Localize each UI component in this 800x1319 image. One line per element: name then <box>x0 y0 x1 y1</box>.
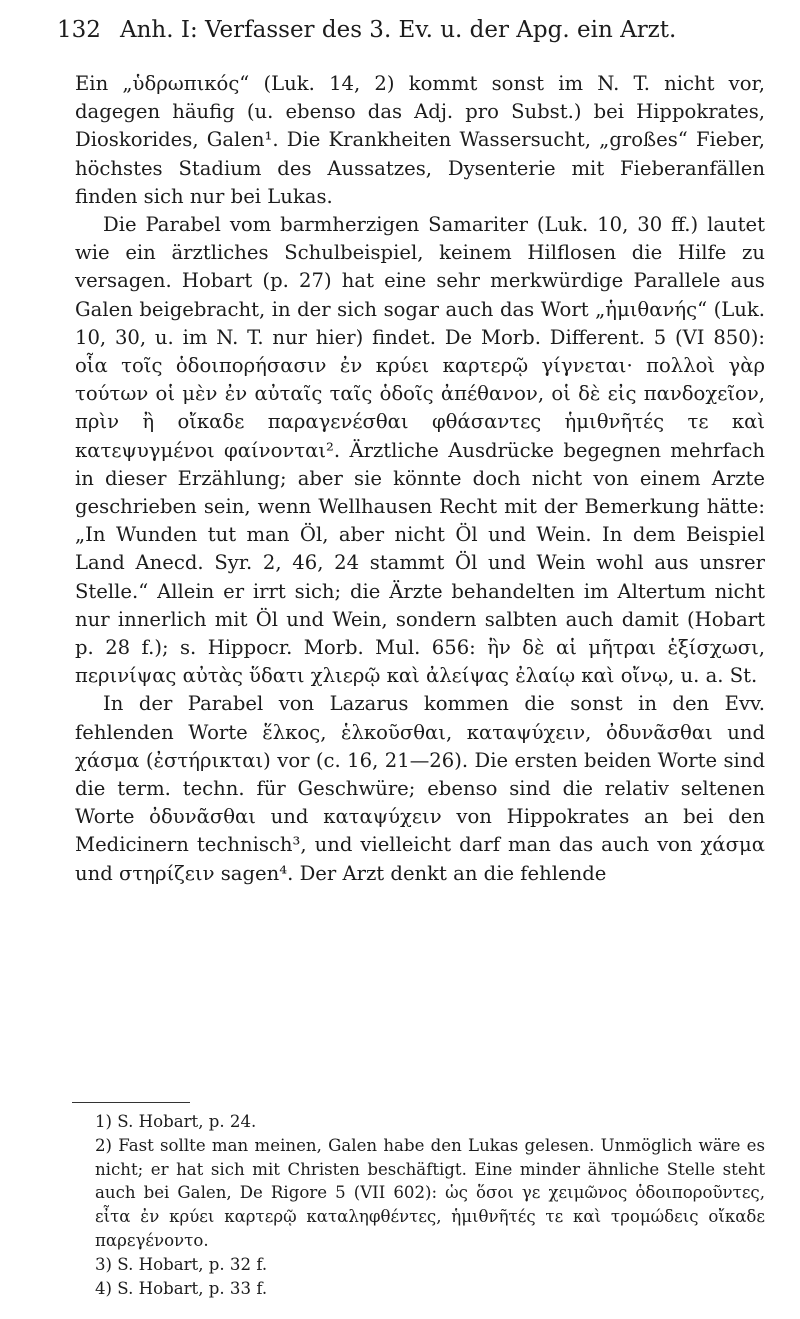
footnotes <box>75 1110 765 1300</box>
footnote-2: 2) Fast sollte man meinen, Galen habe den Lukas gelesen. Unmöglich wäre es nicht; er hat sich mit Christen beschäftigt. Eine minder ähnliche Stelle steht auch bei Galen, De Rigore 5 (VII 602): ὡς ὅσοι γε χειμῶνος ὁδοιποροῦντες, εἶτα ἐν κρύει καρτερῷ καταληφθέντες, ἡμιθνῆτές τε καὶ τρομώδεις οἴκαδε παρεγένοντο. <box>95 1135 765 1250</box>
footnote-1: 1) S. Hobart, p. 24. <box>95 1112 257 1131</box>
footnote-4: 4) S. Hobart, p. 33 f. <box>95 1278 268 1298</box>
page-number: 132 <box>57 17 101 43</box>
paragraph-3: In der Parabel von Lazarus kommen die sonst in den Evv. fehlenden Worte ἕλκος, ἑλκοῦσθαι, καταψύχειν, ὀδυνᾶσθαι und χάσμα (ἐστήρικται) vor (c. 16, 21—26). Die ersten beiden Worte sind die term. techn. für Geschwüre; ebenso sind die relativ seltenen Worte ὀδυνᾶσθαι und καταψύχειν von Hippokrates an bei den Medicinern technisch³, und vielleicht darf man das auch von χάσμα und στηρίζειν sagen⁴. Der Arzt denkt an die fehlende <box>75 692 765 885</box>
footnote-rule <box>72 1102 190 1103</box>
footnote-3: 3) S. Hobart, p. 32 f. <box>95 1254 268 1274</box>
paragraph-1: Ein „ὑδρωπικός“ (Luk. 14, 2) kommt sonst im N. T. nicht vor, dagegen häufig (u. ebenso das Adj. pro Subst.) bei Hippokrates, Dioskorides, Galen¹. Die Krankheiten Wassersucht, „großes“ Fieber, höchstes Stadium des Aussatzes, Dysenterie mit Fieberanfällen finden sich nur bei Lukas. <box>75 72 765 208</box>
main-text <box>75 70 765 888</box>
running-title: Anh. I: Verfasser des 3. Ev. u. der Apg. ein Arzt. <box>120 17 677 43</box>
paragraph-2: Die Parabel vom barmherzigen Samariter (Luk. 10, 30 ff.) lautet wie ein ärztliches Schulbeispiel, keinem Hilflosen die Hilfe zu versagen. Hobart (p. 27) hat eine sehr merkwürdige Parallele aus Galen beigebracht, in der sich sogar auch das Wort „ἡμιθανής“ (Luk. 10, 30, u. im N. T. nur hier) findet. De Morb. Different. 5 (VI 850): οἷα τοῖς ὁδοιπορήσασιν ἐν κρύει καρτερῷ γίγνεται· πολλοὶ γὰρ τούτων οἱ μὲν ἐν αὐταῖς ταῖς ὁδοῖς ἀπέθανον, οἱ δὲ εἰς πανδοχεῖον, πρὶν ἢ οἴκαδε παραγενέσθαι φθάσαντες ἡμιθνῆτές τε καὶ κατεψυγμένοι φαίνονται². Ärztliche Ausdrücke begegnen mehrfach in dieser Erzählung; aber sie könnte doch nicht von einem Arzte geschrieben sein, wenn Wellhausen Recht mit der Bemerkung hätte: „In Wunden tut man Öl, aber nicht Öl und Wein. In dem Beispiel Land Anecd. Syr. 2, 46, 24 stammt Öl und Wein wohl aus unsrer Stelle.“ Allein er irrt sich; die Ärzte behandelten im Altertum nicht nur innerlich mit Öl und Wein, sondern salbten auch damit (Hobart p. 28 f.); s. Hippocr. Morb. Mul. 656: ἢν δὲ αἱ μῆτραι ἑξίσχωσι, περινίψας αὐτὰς ὕδατι χλιερῷ καὶ ἀλείψας ἐλαίῳ καὶ οἴνῳ, u. a. St. <box>75 213 765 688</box>
running-head <box>57 10 760 50</box>
